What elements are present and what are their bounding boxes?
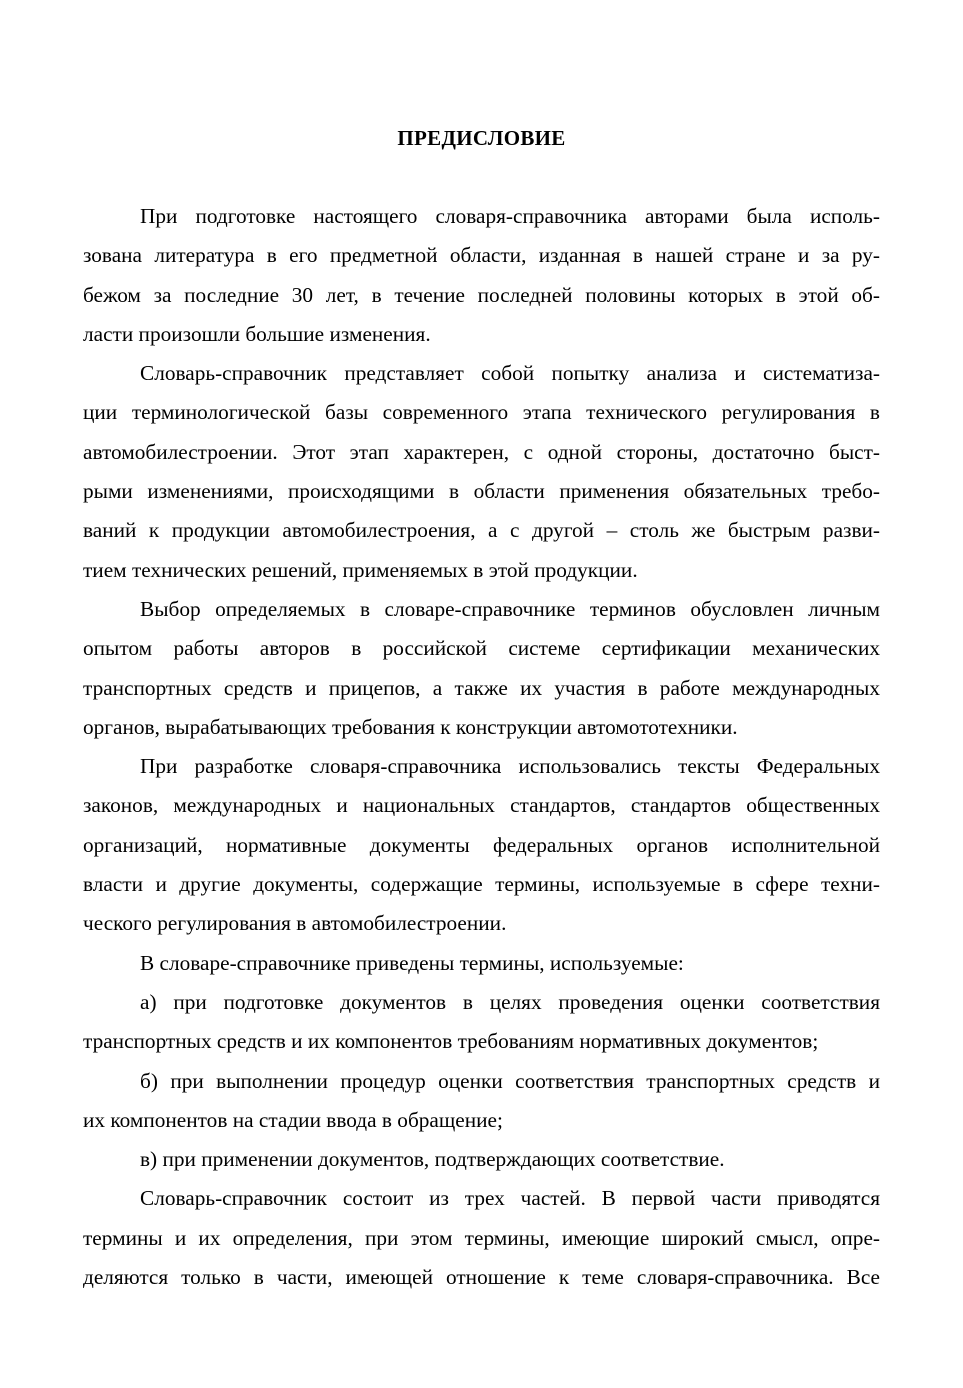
text-line: тием технических решений, применяемых в этой продукции. [83, 557, 638, 582]
paragraph [83, 944, 880, 983]
text-line: ласти произошли большие изменения. [83, 321, 431, 346]
list-item [83, 1140, 880, 1179]
text-line: ваний к продукции автомобилестроения, а с другой – столь же быстрым разви- [83, 518, 880, 543]
list-item [83, 1062, 880, 1141]
paragraph [83, 197, 880, 354]
paragraph [83, 590, 880, 747]
text-line: Словарь-справочник состоит из трех частей. В первой части приводятся [140, 1186, 880, 1211]
text-line: опытом работы авторов в российской системе сертификации механических [83, 636, 880, 661]
paragraph [83, 354, 880, 590]
text-line: рыми изменениями, происходящими в области применения обязательных требо- [83, 479, 880, 504]
text-line: транспортных средств и прицепов, а также их участия в работе международных [83, 675, 880, 700]
paragraph [83, 1179, 880, 1297]
text-line: их компонентов на стадии ввода в обращение; [83, 1107, 503, 1132]
paragraph [83, 747, 880, 943]
document-body [83, 197, 880, 1297]
text-line: а) при подготовке документов в целях проведения оценки соответствия [140, 989, 880, 1014]
text-line: деляются только в части, имеющей отношение к теме словаря-справочника. Все [83, 1265, 880, 1290]
text-line: Словарь-справочник представляет собой попытку анализа и систематиза- [140, 361, 880, 386]
text-line: зована литература в его предметной области, изданная в нашей стране и за ру- [83, 243, 880, 268]
text-line: органов, вырабатывающих требования к конструкции автомототехники. [83, 714, 738, 739]
text-line: При разработке словаря-справочника использовались тексты Федеральных [140, 754, 880, 779]
text-line: ческого регулирования в автомобилестроении. [83, 911, 507, 936]
list-item [83, 983, 880, 1062]
text-line: в) при применении документов, подтверждающих соответствие. [140, 1147, 725, 1172]
text-line: термины и их определения, при этом термины, имеющие широкий смысл, опре- [83, 1225, 880, 1250]
text-line: При подготовке настоящего словаря-справочника авторами была исполь- [140, 204, 880, 228]
text-line: автомобилестроении. Этот этап характерен, с одной стороны, достаточно быст- [83, 439, 880, 464]
text-line: организаций, нормативные документы федеральных органов исполнительной [83, 832, 880, 857]
text-line: б) при выполнении процедур оценки соответствия транспортных средств и [140, 1068, 880, 1093]
text-line: В словаре-справочнике приведены термины, используемые: [140, 950, 684, 975]
text-line: Выбор определяемых в словаре-справочнике терминов обусловлен личным [140, 596, 880, 621]
text-line: бежом за последние 30 лет, в течение последней половины которых в этой об- [83, 282, 880, 307]
page-title: ПРЕДИСЛОВИЕ [397, 126, 566, 150]
text-line: ции терминологической базы современного этапа технического регулирования в [83, 400, 880, 425]
text-line: транспортных средств и их компонентов требованиям нормативных документов; [83, 1029, 819, 1054]
text-line: власти и другие документы, содержащие термины, используемые в сфере техни- [83, 872, 880, 897]
text-line: законов, международных и национальных стандартов, стандартов общественных [83, 793, 880, 818]
